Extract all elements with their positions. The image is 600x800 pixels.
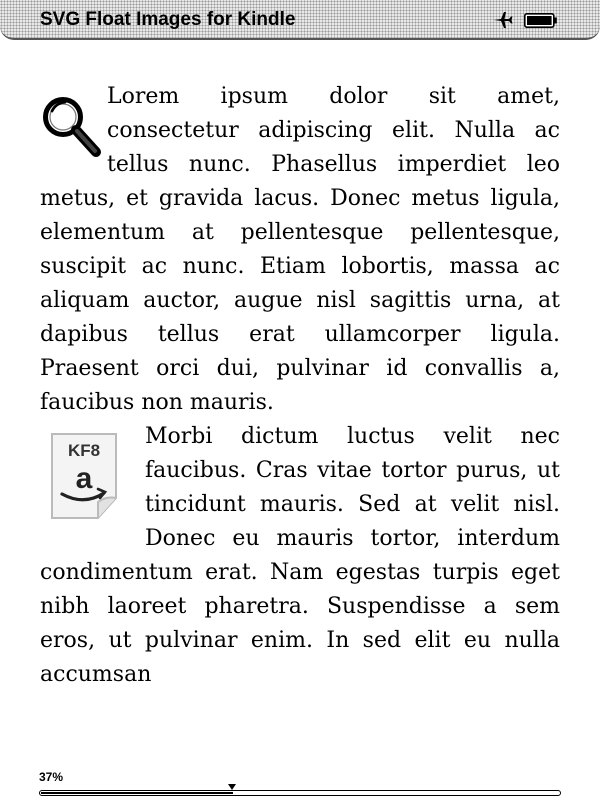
reading-progress-bar[interactable] <box>39 790 561 796</box>
paragraph-1: Lorem ipsum dolor sit amet, consectetur adipiscing elit. Nulla ac tellus nunc. Phasellus imperdiet leo metus, et gravida lacus. Donec metus ligula, elementum at pellentesque pellentesque, suscipit ac nunc. Etiam lobortis, massa ac aliquam auctor, augue nisl sagittis urna, at dapibus tellus erat ullamcorper ligula. Praesent orci dui, pulvinar id convallis a, faucibus non mauris. <box>40 84 560 415</box>
battery-icon <box>524 13 557 28</box>
kf8-image <box>40 426 145 528</box>
reading-progress-fill <box>41 792 233 794</box>
kf8-letter: a <box>75 462 93 495</box>
status-bar <box>0 0 600 40</box>
airplane-mode-icon <box>493 10 513 30</box>
reading-progress-percent: 37% <box>39 770 64 784</box>
progress-position-marker-icon <box>228 784 236 790</box>
kf8-file-icon <box>40 426 130 522</box>
kf8-label: KF8 <box>67 441 101 460</box>
paragraph-2: Morbi dictum luctus velit nec faucibus. Cras vitae tortor purus, ut tincidunt mauris. Sed at velit nisl. Donec eu mauris tortor, interdum condimentum erat. Nam egestas turpis eget nibh laoreet pharetra. Suspendisse a sem eros, ut pulvinar enim. In sed elit eu nulla accumsan <box>40 424 560 687</box>
book-title: SVG Float Images for Kindle <box>40 9 296 30</box>
book-content <box>40 80 560 730</box>
magnifying-glass-icon <box>40 86 107 174</box>
